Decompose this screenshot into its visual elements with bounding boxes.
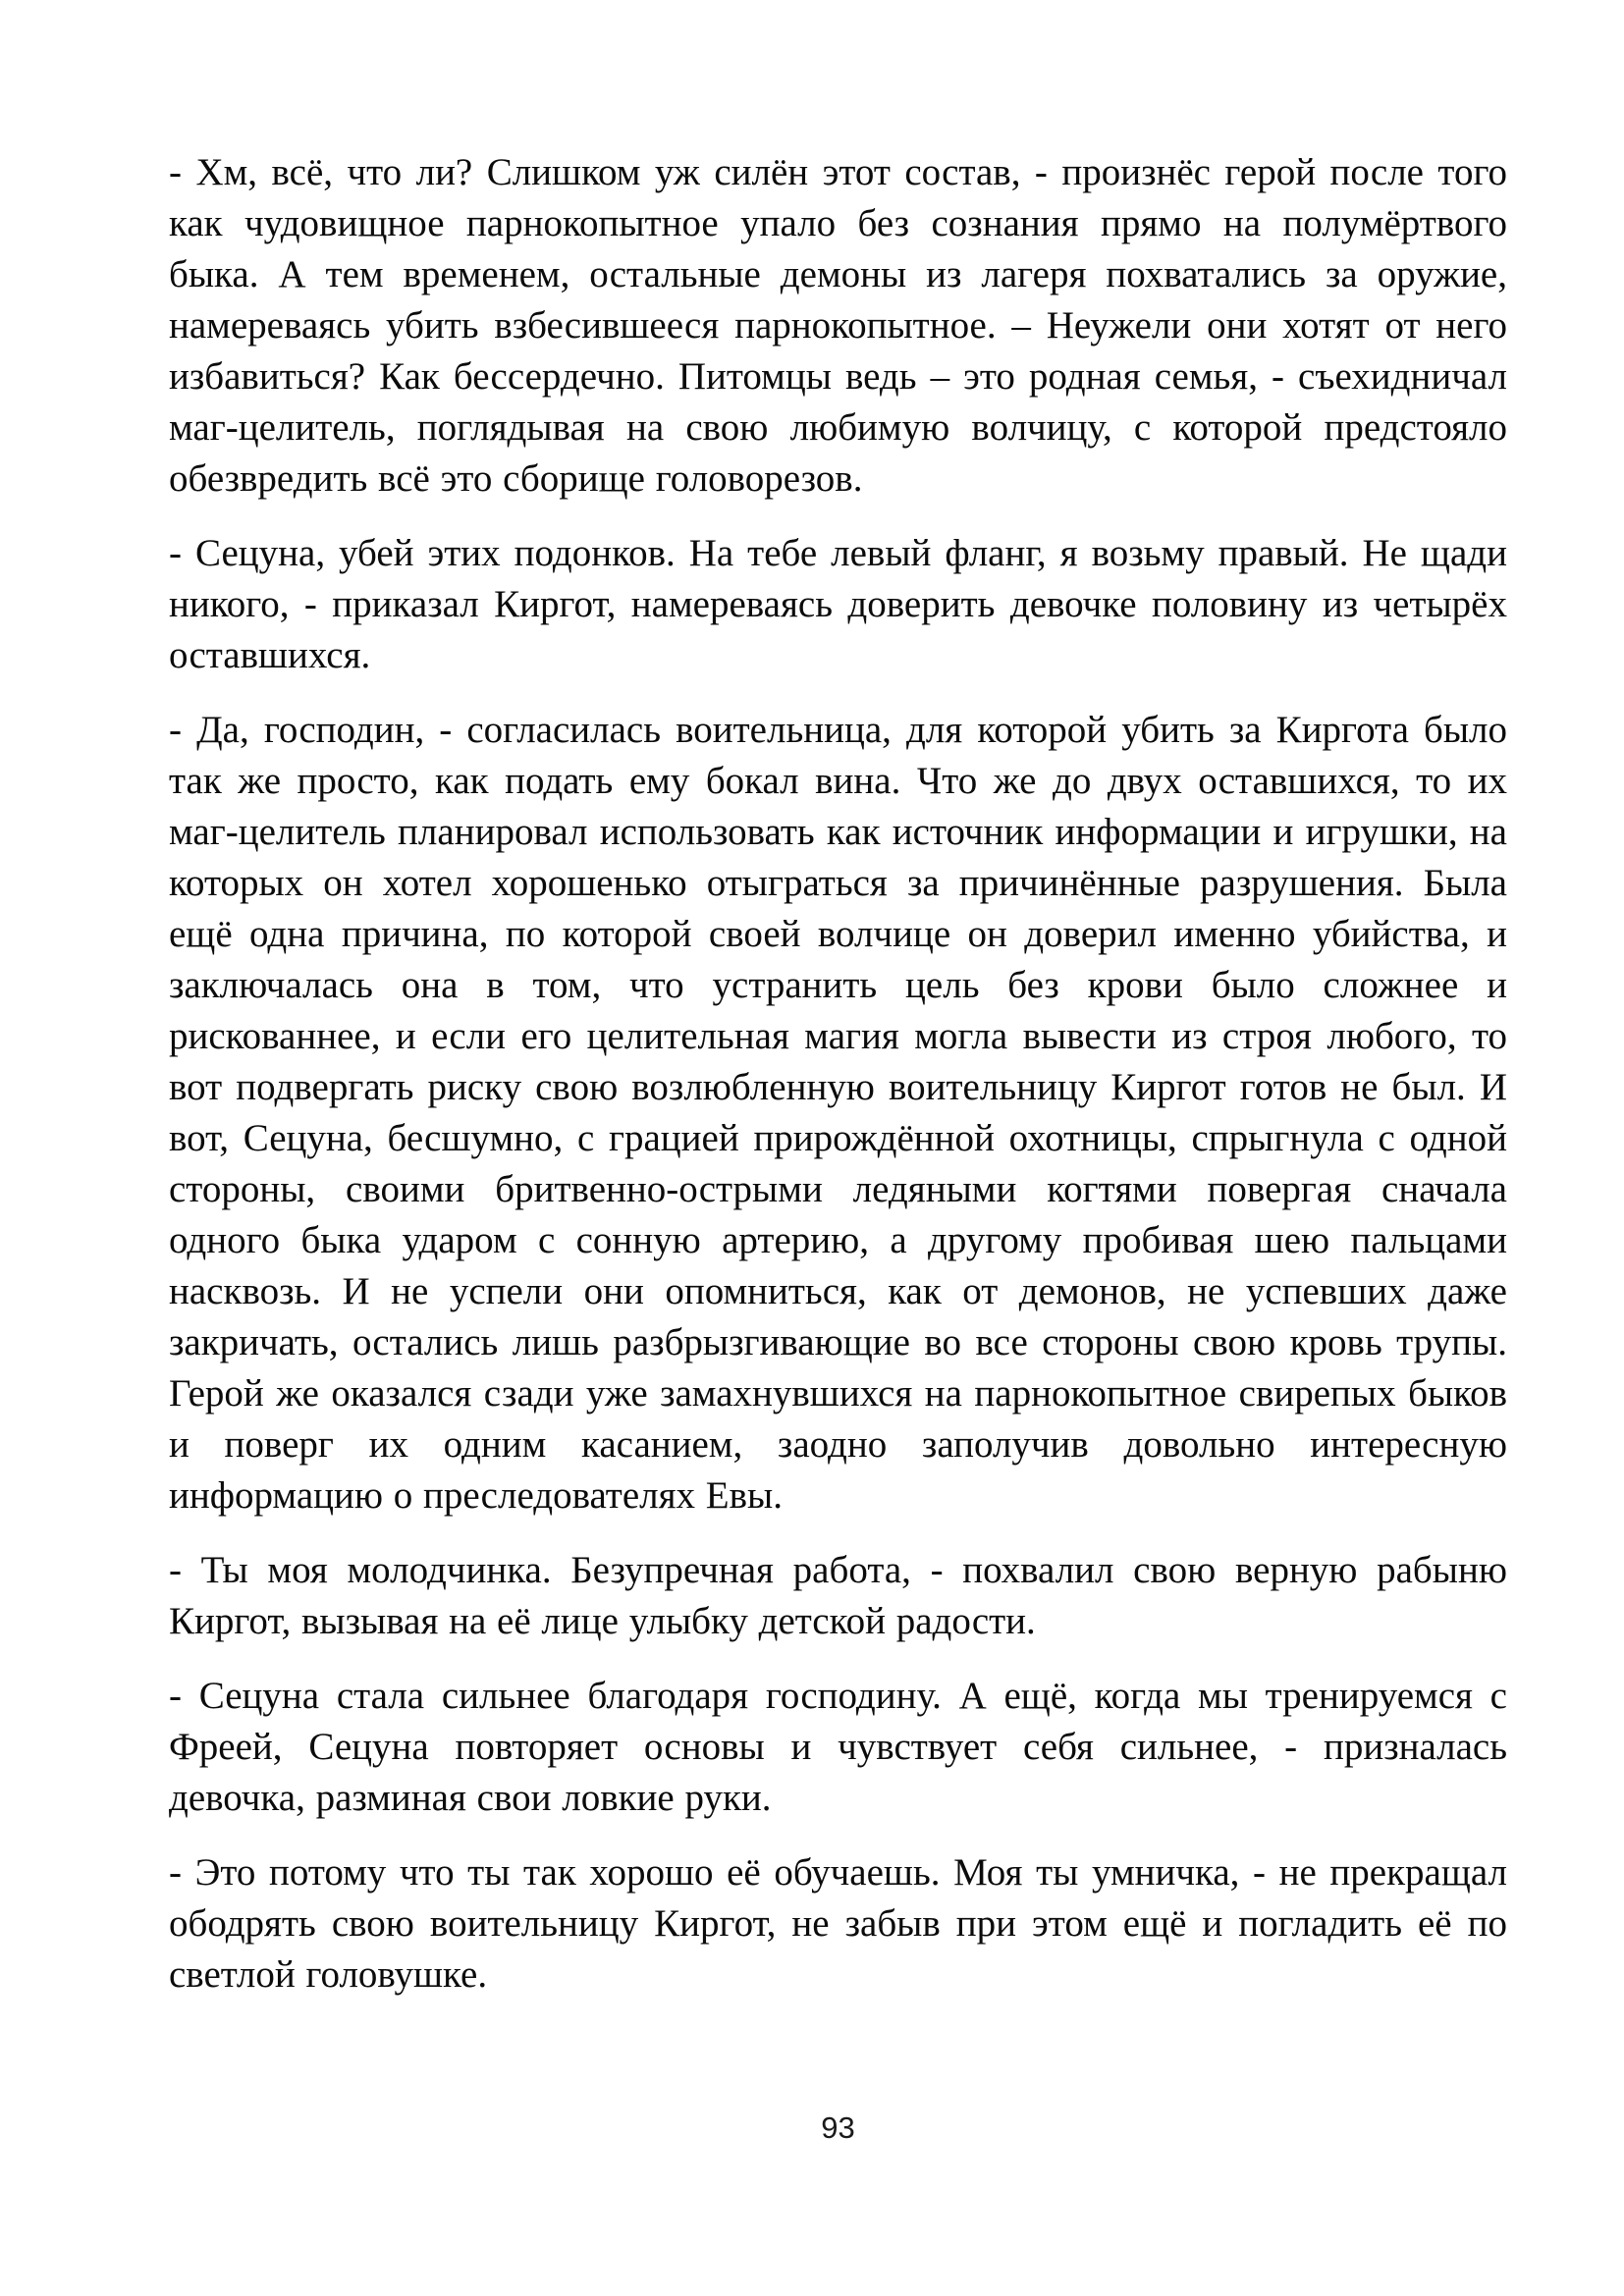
page-number: 93 xyxy=(821,2110,855,2145)
text-block xyxy=(169,147,1507,2024)
paragraph: - Это потому что ты так хорошо её обучаешь. Моя ты умничка, - не прекращал ободрять свою воительницу Киргот, не забыв при этом ещё и погладить её по светлой головушке. xyxy=(169,1851,1507,1996)
paragraph: - Сецуна стала сильнее благодаря господину. А ещё, когда мы тренируемся с Фреей, Сецуна повторяет основы и чувствует себя сильнее, - призналась девочка, разминая свои ловкие руки. xyxy=(169,1675,1507,1819)
page-footer xyxy=(169,2110,1507,2146)
paragraph: - Хм, всё, что ли? Слишком уж силён этот состав, - произнёс герой после того как чудовищное парнокопытное упало без сознания прямо на полумёртвого быка. А тем временем, остальные демоны из лагеря похватались за оружие, намереваясь убить взбесившееся парнокопытное. – Неужели они хотят от него избавиться? Как бессердечно. Питомцы ведь – это родная семья, - съехидничал маг-целитель, поглядывая на свою любимую волчицу, с которой предстояло обезвредить всё это сборище головорезов. xyxy=(169,151,1507,500)
paragraph: - Сецуна, убей этих подонков. На тебе левый фланг, я возьму правый. Не щади никого, - приказал Киргот, намереваясь доверить девочке половину из четырёх оставшихся. xyxy=(169,532,1507,676)
paragraph: - Ты моя молодчинка. Безупречная работа, - похвалил свою верную рабыню Киргот, вызывая на её лице улыбку детской радости. xyxy=(169,1549,1507,1642)
paragraph: - Да, господин, - согласилась воительница, для которой убить за Киргота было так же просто, как подать ему бокал вина. Что же до двух оставшихся, то их маг-целитель планировал использовать как источник информации и игрушки, на которых он хотел хорошенько отыграться за причинённые разрушения. Была ещё одна причина, по которой своей волчице он доверил именно убийства, и заключалась она в том, что устранить цель без крови было сложнее и рискованнее, и если его целительная магия могла вывести из строя любого, то вот подвергать риску свою возлюбленную воительницу Киргот готов не был. И вот, Сецуна, бесшумно, с грацией прирождённой охотницы, спрыгнула с одной стороны, своими бритвенно-острыми ледяными когтями повергая сначала одного быка ударом с сонную артерию, а другому пробивая шею пальцами насквозь. И не успели они опомниться, как от демонов, не успевших даже закричать, остались лишь разбрызгивающие во все стороны свою кровь трупы. Герой же оказался сзади уже замахнувшихся на парнокопытное свирепых быков и поверг их одним касанием, заодно заполучив довольно интересную информацию о преследователях Евы. xyxy=(169,709,1507,1517)
